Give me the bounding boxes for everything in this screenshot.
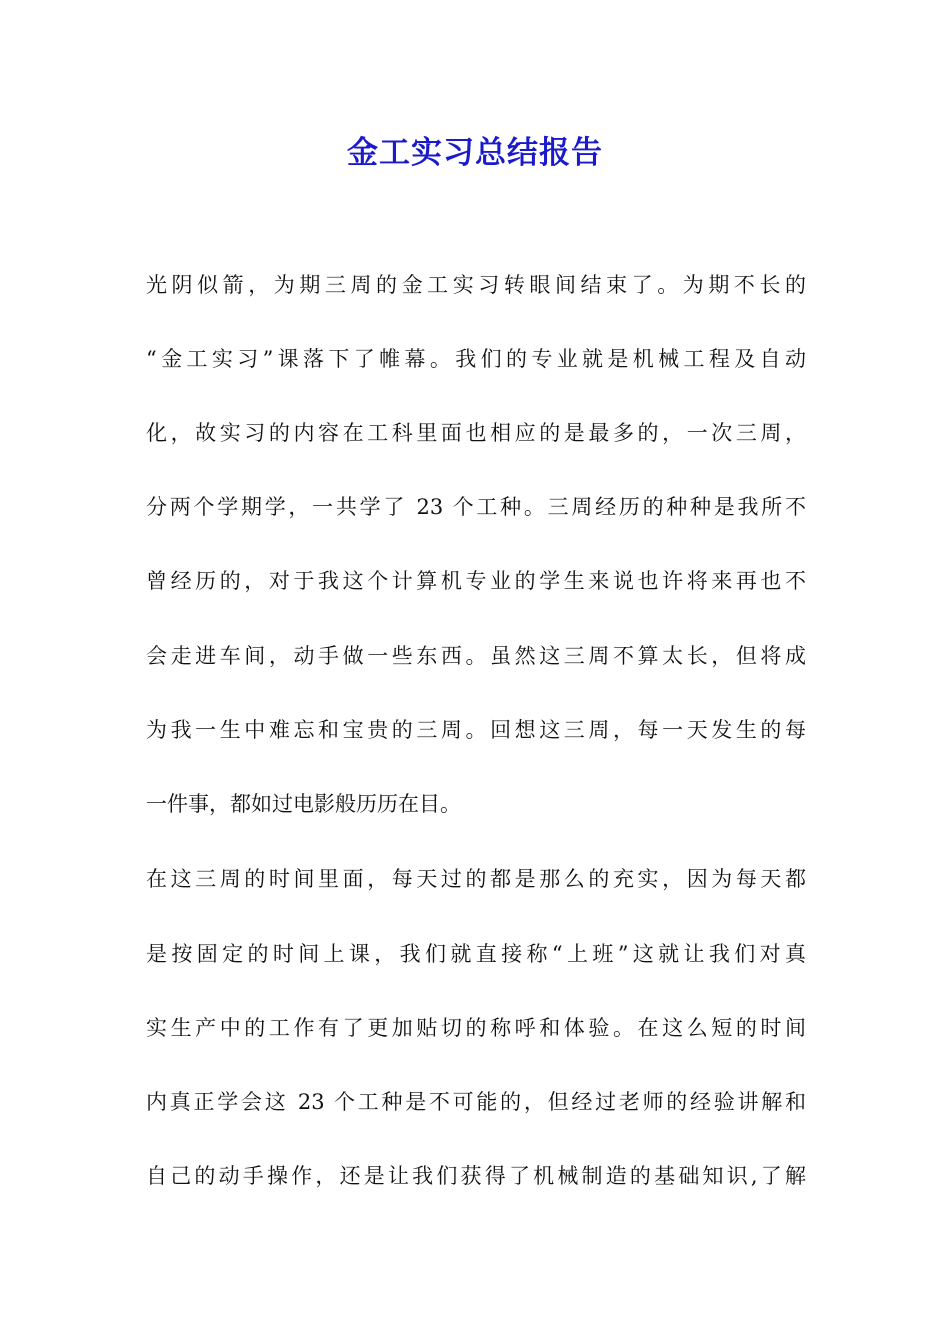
paragraph-1-line-2: “金工实习”课落下了帷幕。我们的专业就是机械工程及自动 xyxy=(146,347,806,371)
paragraph-1-line-1: 光阴似箭，为期三周的金工实习转眼间结束了。为期不长的 xyxy=(146,273,806,297)
paragraph-1-line-5: 曾经历的，对于我这个计算机专业的学生来说也许将来再也不 xyxy=(146,569,806,593)
paragraph-2-line-4: 内真正学会这 23 个工种是不可能的，但经过老师的经验讲解和 xyxy=(146,1090,806,1114)
paragraph-1-line-7: 为我一生中难忘和宝贵的三周。回想这三周，每一天发生的每 xyxy=(146,718,806,742)
paragraph-2-line-5: 自己的动手操作，还是让我们获得了机械制造的基础知识,了解 xyxy=(146,1164,806,1188)
document-title: 金工实习总结报告 xyxy=(347,135,603,171)
paragraph-1-line-4: 分两个学期学，一共学了 23 个工种。三周经历的种种是我所不 xyxy=(146,495,806,519)
paragraph-2-line-2: 是按固定的时间上课，我们就直接称“上班”这就让我们对真 xyxy=(146,942,806,966)
paragraph-1-line-6: 会走进车间，动手做一些东西。虽然这三周不算太长，但将成 xyxy=(146,644,806,668)
paragraph-2-line-1: 在这三周的时间里面，每天过的都是那么的充实，因为每天都 xyxy=(146,867,806,891)
paragraph-1-line-8: 一件事，都如过电影般历历在目。 xyxy=(146,792,461,816)
paragraph-1-line-3: 化，故实习的内容在工科里面也相应的是最多的，一次三周， xyxy=(146,421,806,445)
paragraph-2-line-3: 实生产中的工作有了更加贴切的称呼和体验。在这么短的时间 xyxy=(146,1016,806,1040)
